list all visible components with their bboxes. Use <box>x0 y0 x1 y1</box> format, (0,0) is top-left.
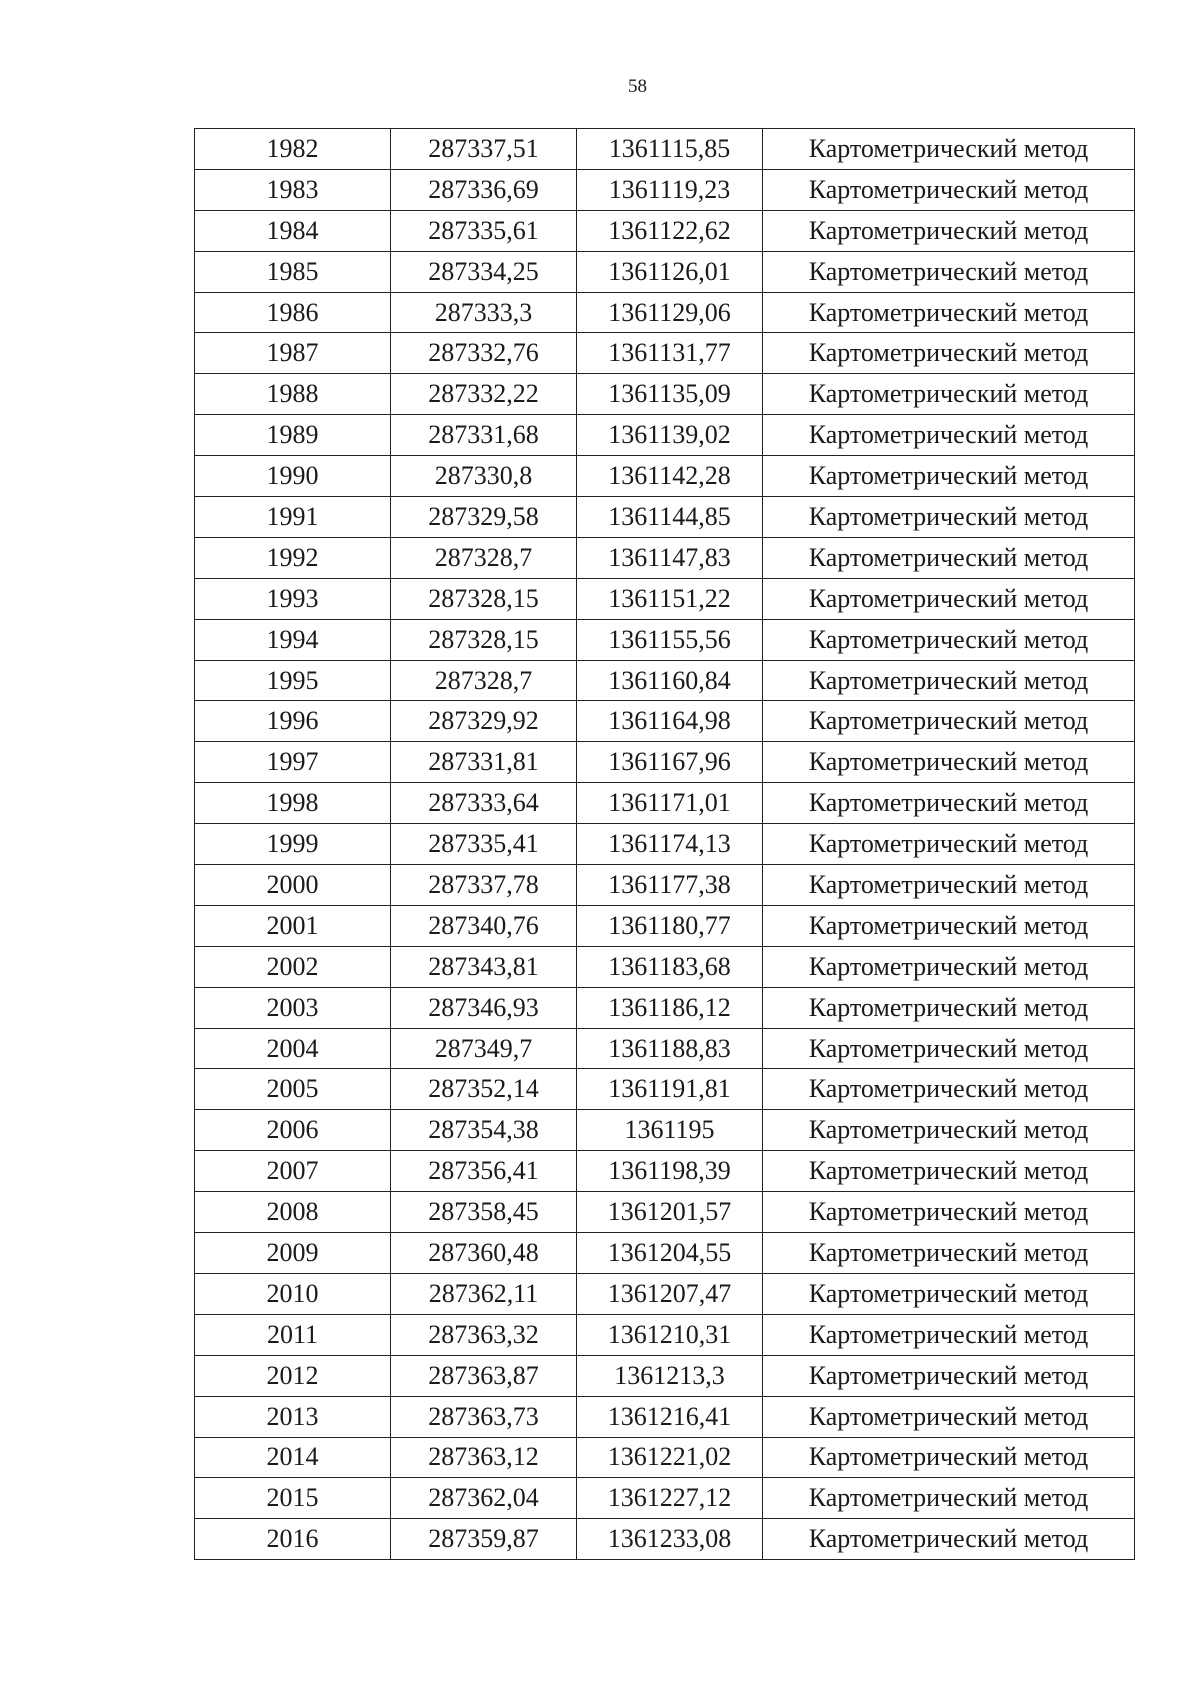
table-row <box>195 1110 1135 1151</box>
method-cell: Картометрический метод <box>763 1028 1135 1069</box>
y-coordinate-cell: 1361221,02 <box>577 1437 763 1478</box>
table-row <box>195 1273 1135 1314</box>
point-number-cell: 1990 <box>195 456 391 497</box>
method-cell: Картометрический метод <box>763 169 1135 210</box>
x-coordinate-cell: 287333,64 <box>391 783 577 824</box>
point-number-cell: 1997 <box>195 742 391 783</box>
y-coordinate-cell: 1361183,68 <box>577 946 763 987</box>
method-cell: Картометрический метод <box>763 1355 1135 1396</box>
x-coordinate-cell: 287359,87 <box>391 1519 577 1560</box>
x-coordinate-cell: 287363,12 <box>391 1437 577 1478</box>
method-cell: Картометрический метод <box>763 1151 1135 1192</box>
y-coordinate-cell: 1361213,3 <box>577 1355 763 1396</box>
table-row <box>195 742 1135 783</box>
y-coordinate-cell: 1361233,08 <box>577 1519 763 1560</box>
method-cell: Картометрический метод <box>763 1192 1135 1233</box>
y-coordinate-cell: 1361119,23 <box>577 169 763 210</box>
x-coordinate-cell: 287363,73 <box>391 1396 577 1437</box>
point-number-cell: 2005 <box>195 1069 391 1110</box>
method-cell: Картометрический метод <box>763 1519 1135 1560</box>
x-coordinate-cell: 287328,15 <box>391 619 577 660</box>
point-number-cell: 2001 <box>195 905 391 946</box>
y-coordinate-cell: 1361174,13 <box>577 824 763 865</box>
method-cell: Картометрический метод <box>763 742 1135 783</box>
point-number-cell: 1985 <box>195 251 391 292</box>
point-number-cell: 1993 <box>195 578 391 619</box>
y-coordinate-cell: 1361139,02 <box>577 415 763 456</box>
x-coordinate-cell: 287337,51 <box>391 129 577 170</box>
table-row <box>195 946 1135 987</box>
x-coordinate-cell: 287363,87 <box>391 1355 577 1396</box>
table-row <box>195 210 1135 251</box>
method-cell: Картометрический метод <box>763 292 1135 333</box>
method-cell: Картометрический метод <box>763 497 1135 538</box>
coordinates-table-body <box>195 129 1135 1560</box>
point-number-cell: 2007 <box>195 1151 391 1192</box>
method-cell: Картометрический метод <box>763 1110 1135 1151</box>
y-coordinate-cell: 1361131,77 <box>577 333 763 374</box>
method-cell: Картометрический метод <box>763 1314 1135 1355</box>
point-number-cell: 2012 <box>195 1355 391 1396</box>
table-row <box>195 456 1135 497</box>
table-row <box>195 824 1135 865</box>
table-row <box>195 865 1135 906</box>
x-coordinate-cell: 287333,3 <box>391 292 577 333</box>
y-coordinate-cell: 1361216,41 <box>577 1396 763 1437</box>
y-coordinate-cell: 1361171,01 <box>577 783 763 824</box>
method-cell: Картометрический метод <box>763 946 1135 987</box>
point-number-cell: 2003 <box>195 987 391 1028</box>
y-coordinate-cell: 1361144,85 <box>577 497 763 538</box>
table-row <box>195 497 1135 538</box>
x-coordinate-cell: 287328,15 <box>391 578 577 619</box>
method-cell: Картометрический метод <box>763 415 1135 456</box>
method-cell: Картометрический метод <box>763 374 1135 415</box>
method-cell: Картометрический метод <box>763 251 1135 292</box>
table-row <box>195 1396 1135 1437</box>
point-number-cell: 1988 <box>195 374 391 415</box>
point-number-cell: 2002 <box>195 946 391 987</box>
y-coordinate-cell: 1361167,96 <box>577 742 763 783</box>
point-number-cell: 2016 <box>195 1519 391 1560</box>
x-coordinate-cell: 287335,41 <box>391 824 577 865</box>
point-number-cell: 1983 <box>195 169 391 210</box>
x-coordinate-cell: 287343,81 <box>391 946 577 987</box>
x-coordinate-cell: 287349,7 <box>391 1028 577 1069</box>
y-coordinate-cell: 1361142,28 <box>577 456 763 497</box>
point-number-cell: 2011 <box>195 1314 391 1355</box>
x-coordinate-cell: 287362,04 <box>391 1478 577 1519</box>
x-coordinate-cell: 287330,8 <box>391 456 577 497</box>
x-coordinate-cell: 287332,22 <box>391 374 577 415</box>
table-row <box>195 783 1135 824</box>
method-cell: Картометрический метод <box>763 1233 1135 1274</box>
point-number-cell: 2010 <box>195 1273 391 1314</box>
method-cell: Картометрический метод <box>763 456 1135 497</box>
y-coordinate-cell: 1361129,06 <box>577 292 763 333</box>
point-number-cell: 1986 <box>195 292 391 333</box>
method-cell: Картометрический метод <box>763 824 1135 865</box>
method-cell: Картометрический метод <box>763 660 1135 701</box>
table-row <box>195 619 1135 660</box>
point-number-cell: 2006 <box>195 1110 391 1151</box>
x-coordinate-cell: 287360,48 <box>391 1233 577 1274</box>
table-row <box>195 1151 1135 1192</box>
table-row <box>195 333 1135 374</box>
point-number-cell: 2000 <box>195 865 391 906</box>
point-number-cell: 1992 <box>195 537 391 578</box>
y-coordinate-cell: 1361147,83 <box>577 537 763 578</box>
table-row <box>195 987 1135 1028</box>
x-coordinate-cell: 287331,68 <box>391 415 577 456</box>
point-number-cell: 1991 <box>195 497 391 538</box>
x-coordinate-cell: 287362,11 <box>391 1273 577 1314</box>
y-coordinate-cell: 1361155,56 <box>577 619 763 660</box>
point-number-cell: 2009 <box>195 1233 391 1274</box>
table-row <box>195 251 1135 292</box>
method-cell: Картометрический метод <box>763 987 1135 1028</box>
table-row <box>195 129 1135 170</box>
point-number-cell: 2015 <box>195 1478 391 1519</box>
y-coordinate-cell: 1361210,31 <box>577 1314 763 1355</box>
y-coordinate-cell: 1361191,81 <box>577 1069 763 1110</box>
table-row <box>195 578 1135 619</box>
x-coordinate-cell: 287335,61 <box>391 210 577 251</box>
table-row <box>195 1519 1135 1560</box>
table-row <box>195 1069 1135 1110</box>
method-cell: Картометрический метод <box>763 129 1135 170</box>
y-coordinate-cell: 1361126,01 <box>577 251 763 292</box>
x-coordinate-cell: 287328,7 <box>391 537 577 578</box>
x-coordinate-cell: 287332,76 <box>391 333 577 374</box>
x-coordinate-cell: 287346,93 <box>391 987 577 1028</box>
point-number-cell: 1999 <box>195 824 391 865</box>
y-coordinate-cell: 1361201,57 <box>577 1192 763 1233</box>
x-coordinate-cell: 287336,69 <box>391 169 577 210</box>
method-cell: Картометрический метод <box>763 1437 1135 1478</box>
x-coordinate-cell: 287358,45 <box>391 1192 577 1233</box>
y-coordinate-cell: 1361177,38 <box>577 865 763 906</box>
y-coordinate-cell: 1361207,47 <box>577 1273 763 1314</box>
y-coordinate-cell: 1361204,55 <box>577 1233 763 1274</box>
method-cell: Картометрический метод <box>763 701 1135 742</box>
y-coordinate-cell: 1361198,39 <box>577 1151 763 1192</box>
point-number-cell: 2008 <box>195 1192 391 1233</box>
method-cell: Картометрический метод <box>763 1069 1135 1110</box>
x-coordinate-cell: 287329,58 <box>391 497 577 538</box>
method-cell: Картометрический метод <box>763 210 1135 251</box>
method-cell: Картометрический метод <box>763 1478 1135 1519</box>
y-coordinate-cell: 1361115,85 <box>577 129 763 170</box>
point-number-cell: 2004 <box>195 1028 391 1069</box>
y-coordinate-cell: 1361195 <box>577 1110 763 1151</box>
method-cell: Картометрический метод <box>763 905 1135 946</box>
table-row <box>195 415 1135 456</box>
method-cell: Картометрический метод <box>763 1396 1135 1437</box>
y-coordinate-cell: 1361180,77 <box>577 905 763 946</box>
table-row <box>195 292 1135 333</box>
x-coordinate-cell: 287354,38 <box>391 1110 577 1151</box>
method-cell: Картометрический метод <box>763 1273 1135 1314</box>
point-number-cell: 1989 <box>195 415 391 456</box>
page-number: 58 <box>628 76 647 97</box>
point-number-cell: 1987 <box>195 333 391 374</box>
point-number-cell: 1994 <box>195 619 391 660</box>
method-cell: Картометрический метод <box>763 333 1135 374</box>
table-row <box>195 1355 1135 1396</box>
y-coordinate-cell: 1361122,62 <box>577 210 763 251</box>
method-cell: Картометрический метод <box>763 783 1135 824</box>
table-row <box>195 1314 1135 1355</box>
x-coordinate-cell: 287329,92 <box>391 701 577 742</box>
x-coordinate-cell: 287334,25 <box>391 251 577 292</box>
method-cell: Картометрический метод <box>763 578 1135 619</box>
point-number-cell: 1982 <box>195 129 391 170</box>
method-cell: Картометрический метод <box>763 619 1135 660</box>
y-coordinate-cell: 1361188,83 <box>577 1028 763 1069</box>
y-coordinate-cell: 1361160,84 <box>577 660 763 701</box>
point-number-cell: 1995 <box>195 660 391 701</box>
table-row <box>195 374 1135 415</box>
table-row <box>195 701 1135 742</box>
y-coordinate-cell: 1361227,12 <box>577 1478 763 1519</box>
x-coordinate-cell: 287331,81 <box>391 742 577 783</box>
table-row <box>195 660 1135 701</box>
table-row <box>195 169 1135 210</box>
table-row <box>195 1233 1135 1274</box>
y-coordinate-cell: 1361151,22 <box>577 578 763 619</box>
table-row <box>195 537 1135 578</box>
x-coordinate-cell: 287356,41 <box>391 1151 577 1192</box>
x-coordinate-cell: 287363,32 <box>391 1314 577 1355</box>
x-coordinate-cell: 287337,78 <box>391 865 577 906</box>
x-coordinate-cell: 287340,76 <box>391 905 577 946</box>
method-cell: Картометрический метод <box>763 537 1135 578</box>
coordinates-table <box>194 128 1135 1560</box>
table-row <box>195 1028 1135 1069</box>
method-cell: Картометрический метод <box>763 865 1135 906</box>
table-row <box>195 1478 1135 1519</box>
x-coordinate-cell: 287352,14 <box>391 1069 577 1110</box>
point-number-cell: 1998 <box>195 783 391 824</box>
point-number-cell: 2013 <box>195 1396 391 1437</box>
y-coordinate-cell: 1361135,09 <box>577 374 763 415</box>
y-coordinate-cell: 1361164,98 <box>577 701 763 742</box>
table-row <box>195 1437 1135 1478</box>
table-row <box>195 1192 1135 1233</box>
point-number-cell: 2014 <box>195 1437 391 1478</box>
table-row <box>195 905 1135 946</box>
point-number-cell: 1984 <box>195 210 391 251</box>
y-coordinate-cell: 1361186,12 <box>577 987 763 1028</box>
x-coordinate-cell: 287328,7 <box>391 660 577 701</box>
point-number-cell: 1996 <box>195 701 391 742</box>
